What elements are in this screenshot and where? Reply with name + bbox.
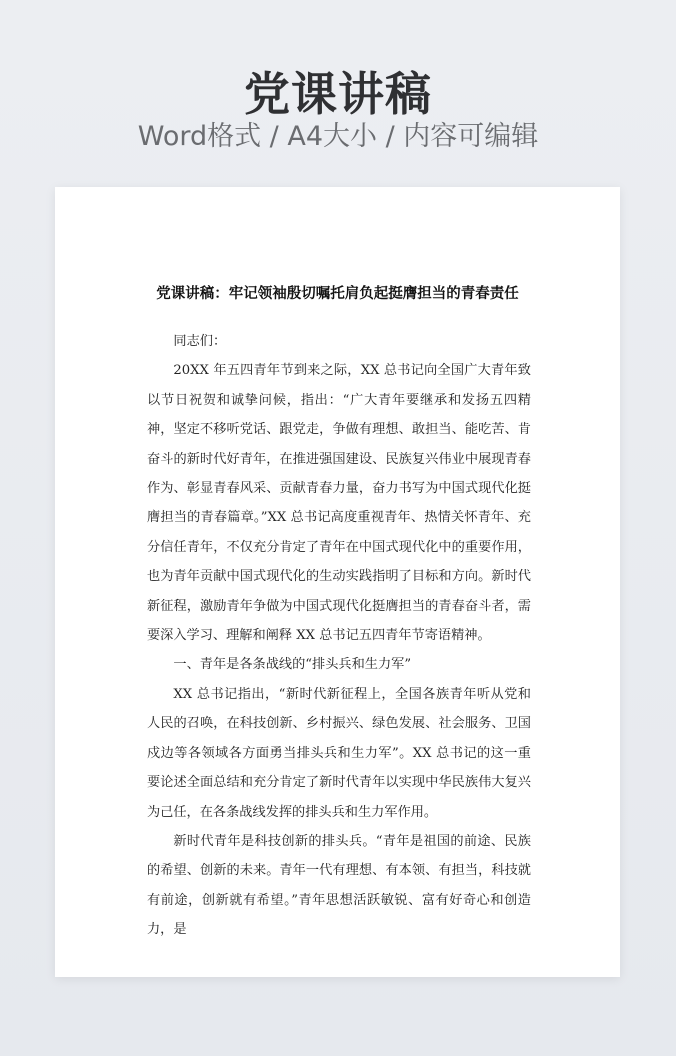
body-paragraph: XX 总书记指出，“新时代新征程上，全国各族青年听从党和人民的召唤，在科技创新、乡村振兴、绿色发展、社会服务、卫国戍边等各领域各方面勇当排头兵和生力军”。XX 总书记的这一重要论述全面总结和充分肯定了新时代青年以实现中华民族伟大复兴为己任，在各条战线发挥的排头兵和生力军作用。 bbox=[147, 686, 531, 820]
page-title: 党课讲稿 bbox=[244, 67, 432, 121]
section-heading: 一、青年是各条战线的“排头兵和生力军” bbox=[173, 657, 412, 673]
salutation-paragraph: 同志们： bbox=[173, 334, 227, 349]
document-page bbox=[55, 187, 620, 977]
document-body bbox=[147, 327, 531, 945]
page-subtitle: Word格式 / A4大小 / 内容可编辑 bbox=[137, 121, 539, 152]
body-paragraph: 20XX 年五四青年节到来之际，XX 总书记向全国广大青年致以节日祝贺和诚挚问候，指出：“广大青年要继承和发扬五四精神，坚定不移听党话、跟党走，争做有理想、敢担当、能吃苦、肯奋斗的新时代好青年，在推进强国建设、民族复兴伟业中展现青春作为、彰显青春风采、贡献青春力量，奋力书写为中国式现代化挺膺担当的青春篇章。”XX 总书记高度重视青年、热情关怀青年、充分信任青年，不仅充分肯定了青年在中国式现代化中的重要作用，也为青年贡献中国式现代化的生动实践指明了目标和方向。新时代新征程，激励青年争做为中国式现代化挺膺担当的青春奋斗者，需要深入学习、理解和阐释 XX 总书记五四青年节寄语精神。 bbox=[147, 363, 531, 644]
document-title: 党课讲稿：牢记领袖殷切嘱托肩负起挺膺担当的青春责任 bbox=[156, 285, 519, 302]
body-paragraph: 新时代青年是科技创新的排头兵。“青年是祖国的前途、民族的希望、创新的未来。青年一代有理想、有本领、有担当，科技就有前途，创新就有希望。”青年思想活跃敏锐、富有好奇心和创造力，是 bbox=[147, 833, 531, 938]
